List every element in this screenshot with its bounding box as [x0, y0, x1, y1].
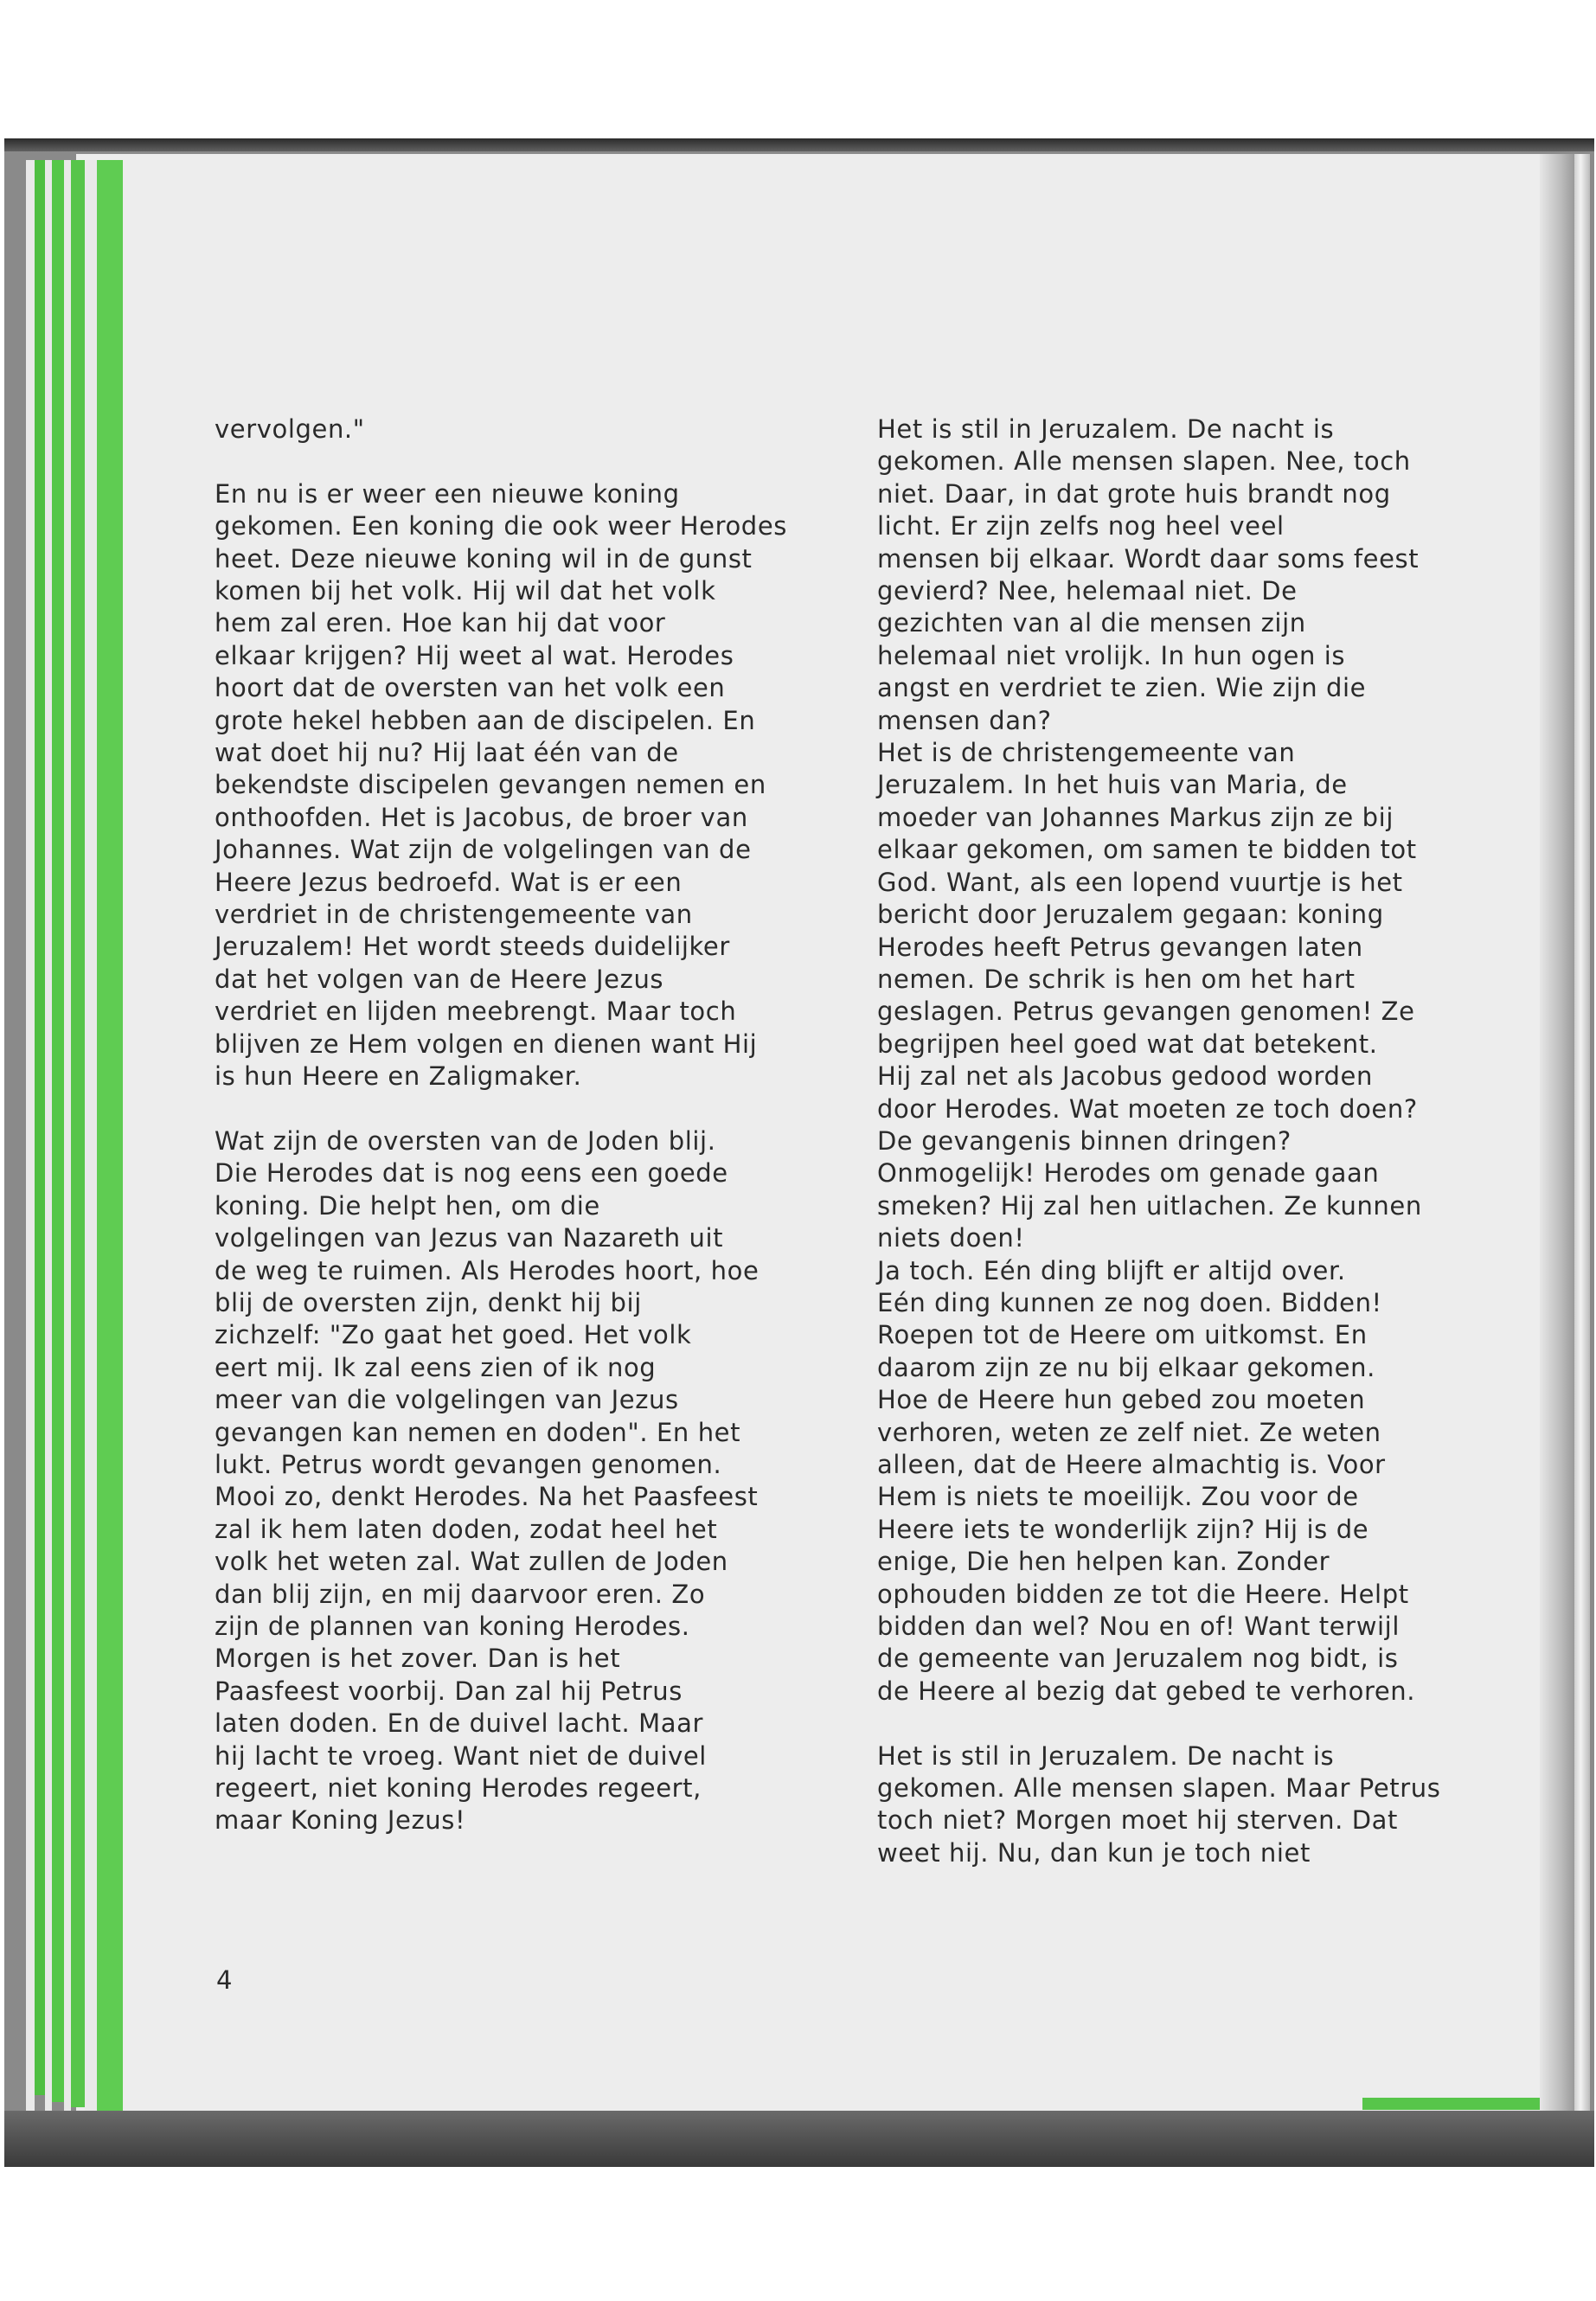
book-bottom-edge — [4, 2111, 1594, 2167]
text-line: hem zal eren. Hoe kan hij dat voor — [215, 608, 666, 638]
paragraph — [215, 1125, 837, 1837]
text-line: dan blij zijn, en mij daarvoor eren. Zo — [215, 1579, 706, 1609]
text-line: dat het volgen van de Heere Jezus — [215, 964, 664, 994]
text-line: licht. Er zijn zelfs nog heel veel — [877, 511, 1285, 542]
text-line: niets doen! — [877, 1223, 1025, 1253]
text-line: smeken? Hij zal hen uitlachen. Ze kunnen — [877, 1190, 1422, 1221]
text-line: bidden dan wel? Nou en of! Want terwijl — [877, 1612, 1400, 1642]
text-line: vervolgen." — [215, 414, 365, 444]
text-line: bekendste discipelen gevangen nemen en — [215, 770, 766, 800]
text-line: gekomen. Alle mensen slapen. Nee, toch — [877, 446, 1411, 477]
text-line: bericht door Jeruzalem gegaan: koning — [877, 900, 1384, 930]
text-line: Hoe de Heere hun gebed zou moeten — [877, 1385, 1366, 1415]
text-line: Die Herodes dat is nog eens een goede — [215, 1158, 728, 1189]
text-line: blij de oversten zijn, denkt hij bij — [215, 1287, 642, 1317]
text-line: Morgen is het zover. Dan is het — [215, 1644, 621, 1674]
text-line: gekomen. Alle mensen slapen. Maar Petrus — [877, 1773, 1441, 1804]
paragraph — [877, 1740, 1483, 1870]
paragraph — [877, 413, 1483, 1708]
text-line: gezichten van al die mensen zijn — [877, 608, 1306, 638]
text-line: de gemeente van Jeruzalem nog bidt, is — [877, 1644, 1399, 1674]
green-tab — [35, 160, 45, 2095]
text-line: Johannes. Wat zijn de volgelingen van de — [215, 835, 752, 865]
text-line: Mooi zo, denkt Herodes. Na het Paasfeest — [215, 1482, 759, 1512]
text-line: enige, Die hen helpen kan. Zonder — [877, 1547, 1330, 1577]
green-tab — [97, 160, 123, 2111]
text-line: gevierd? Nee, helemaal niet. De — [877, 576, 1298, 606]
text-line: verdriet in de christengemeente van — [215, 900, 693, 930]
text-line: regeert, niet koning Herodes regeert, — [215, 1773, 702, 1804]
text-line: Hij zal net als Jacobus gedood worden — [877, 1061, 1373, 1092]
text-line: Het is de christengemeente van — [877, 738, 1296, 768]
text-line: maar Koning Jezus! — [215, 1805, 466, 1836]
paragraph-gap — [215, 445, 837, 478]
text-line: elkaar krijgen? Hij weet al wat. Herodes — [215, 640, 734, 670]
text-line: Onmogelijk! Herodes om genade gaan — [877, 1158, 1380, 1189]
text-line: gekomen. Een koning die ook weer Herodes — [215, 511, 787, 542]
text-line: ophouden bidden ze tot die Heere. Helpt — [877, 1579, 1409, 1609]
green-page-tabs — [26, 160, 125, 2111]
text-line: volk het weten zal. Wat zullen de Joden — [215, 1547, 728, 1577]
text-line: nemen. De schrik is hen om het hart — [877, 964, 1356, 994]
text-line: Jeruzalem. In het huis van Maria, de — [877, 770, 1348, 800]
paragraph — [215, 478, 837, 1093]
right-text-column — [877, 413, 1483, 1869]
text-line: zal ik hem laten doden, zodat heel het — [215, 1514, 718, 1544]
text-line: helemaal niet vrolijk. In hun ogen is — [877, 640, 1346, 670]
text-line: mensen bij elkaar. Wordt daar soms feest — [877, 543, 1420, 574]
text-line: Paasfeest voorbij. Dan zal hij Petrus — [215, 1676, 683, 1706]
text-line: toch niet? Morgen moet hij sterven. Dat — [877, 1805, 1399, 1836]
text-line: Herodes heeft Petrus gevangen laten — [877, 932, 1363, 962]
text-line: God. Want, als een lopend vuurtje is het — [877, 867, 1403, 897]
text-line: daarom zijn ze nu bij elkaar gekomen. — [877, 1352, 1375, 1382]
green-tab — [71, 160, 85, 2107]
text-line: laten doden. En de duivel lacht. Maar — [215, 1708, 704, 1739]
text-line: eert mij. Ik zal eens zien of ik nog — [215, 1352, 657, 1382]
green-tab — [52, 160, 64, 2102]
green-bottom-strip — [1362, 2098, 1540, 2110]
text-line: grote hekel hebben aan de discipelen. En — [215, 705, 756, 735]
text-line: zijn de plannen van koning Herodes. — [215, 1612, 690, 1641]
text-line: Roepen tot de Heere om uitkomst. En — [877, 1320, 1368, 1350]
paragraph-gap — [215, 1093, 837, 1125]
paragraph-gap — [877, 1708, 1483, 1740]
page-number: 4 — [216, 1965, 233, 1995]
text-line: door Herodes. Wat moeten ze toch doen? — [877, 1093, 1418, 1124]
text-line: Eén ding kunnen ze nog doen. Bidden! — [877, 1287, 1382, 1317]
text-line: begrijpen heel goed wat dat betekent. — [877, 1029, 1378, 1059]
page-edge — [1574, 154, 1590, 2111]
page-gutter-shadow — [1540, 154, 1574, 2111]
text-line: verhoren, weten ze zelf niet. Ze weten — [877, 1417, 1381, 1447]
left-text-column — [215, 413, 837, 1837]
text-line: angst en verdriet te zien. Wie zijn die — [877, 673, 1367, 703]
text-line: Het is stil in Jeruzalem. De nacht is — [877, 1740, 1335, 1771]
text-line: Jeruzalem! Het wordt steeds duidelijker — [215, 932, 730, 962]
text-line: De gevangenis binnen dringen? — [877, 1125, 1292, 1156]
text-line: is hun Heere en Zaligmaker. — [215, 1061, 582, 1092]
text-line: verdriet en lijden meebrengt. Maar toch — [215, 997, 737, 1027]
text-line: volgelingen van Jezus van Nazareth uit — [215, 1223, 724, 1253]
text-line: koning. Die helpt hen, om die — [215, 1190, 600, 1221]
text-line: meer van die volgelingen van Jezus — [215, 1385, 679, 1415]
text-line: alleen, dat de Heere almachtig is. Voor — [877, 1450, 1386, 1479]
text-line: hoort dat de oversten van het volk een — [215, 673, 726, 703]
text-line: elkaar gekomen, om samen te bidden tot — [877, 835, 1417, 865]
text-line: de weg te ruimen. Als Herodes hoort, hoe — [215, 1255, 760, 1285]
text-line: komen bij het volk. Hij wil dat het volk — [215, 576, 716, 606]
text-line: heet. Deze nieuwe koning wil in de gunst — [215, 543, 753, 574]
text-line: lukt. Petrus wordt gevangen genomen. — [215, 1449, 722, 1479]
text-line: Wat zijn de oversten van de Joden blij. — [215, 1125, 716, 1156]
text-line: Ja toch. Eén ding blijft er altijd over. — [877, 1255, 1346, 1285]
text-line: Hem is niets te moeilijk. Zou voor de — [877, 1482, 1359, 1512]
text-line: onthoofden. Het is Jacobus, de broer van — [215, 802, 748, 832]
text-line: gevangen kan nemen en doden". En het — [215, 1417, 741, 1447]
text-line: mensen dan? — [877, 705, 1052, 735]
text-line: geslagen. Petrus gevangen genomen! Ze — [877, 997, 1415, 1027]
text-line: de Heere al bezig dat gebed te verhoren. — [877, 1676, 1416, 1706]
text-line: zichzelf: "Zo gaat het goed. Het volk — [215, 1320, 692, 1350]
text-line: blijven ze Hem volgen en dienen want Hij — [215, 1029, 758, 1059]
text-line: hij lacht te vroeg. Want niet de duivel — [215, 1740, 707, 1771]
text-line: niet. Daar, in dat grote huis brandt nog — [877, 478, 1391, 509]
paragraph — [215, 413, 837, 445]
text-line: weet hij. Nu, dan kun je toch niet — [877, 1837, 1311, 1868]
text-line: wat doet hij nu? Hij laat één van de — [215, 738, 679, 768]
text-line: Het is stil in Jeruzalem. De nacht is — [877, 414, 1335, 444]
text-line: moeder van Johannes Markus zijn ze bij — [877, 802, 1394, 832]
text-line: En nu is er weer een nieuwe koning — [215, 478, 680, 509]
text-line: Heere Jezus bedroefd. Wat is er een — [215, 867, 683, 897]
text-line: Heere iets te wonderlijk zijn? Hij is de — [877, 1514, 1369, 1544]
